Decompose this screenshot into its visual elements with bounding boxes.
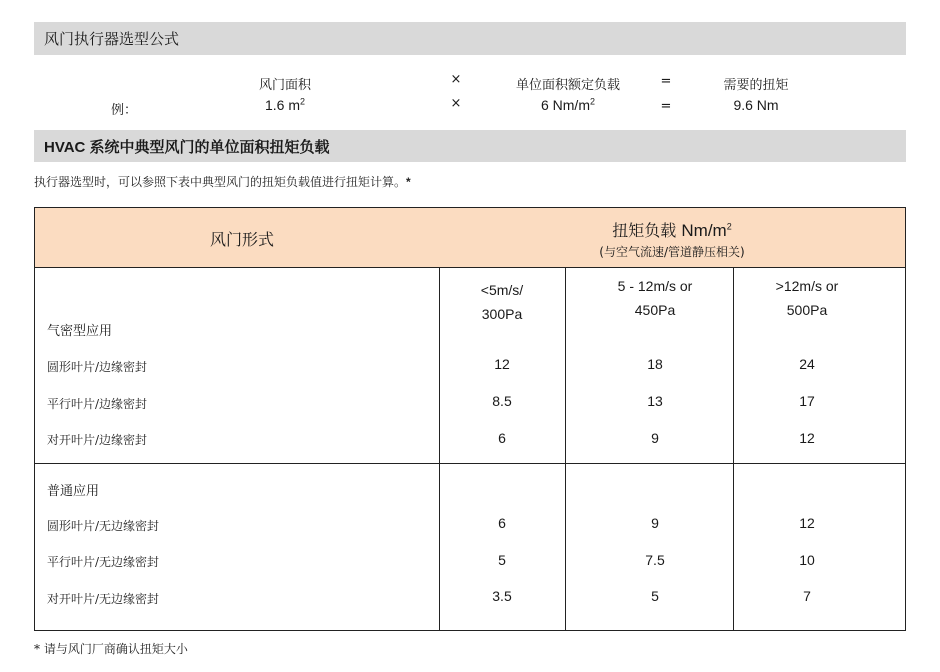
column-header-low (427, 278, 577, 326)
row-label: 圆形叶片/无边缘密封 (47, 519, 160, 533)
table-cell: 12 (799, 515, 815, 531)
example-label: 例： (110, 103, 137, 118)
group-divider (35, 463, 905, 464)
formula-label-result: 需要的扭矩 (723, 78, 789, 93)
example-load-sup: 2 (589, 96, 595, 107)
table-cell: 17 (799, 393, 815, 409)
table-cell: 9 (651, 515, 659, 531)
header-torque-load (439, 218, 905, 260)
example-area-value: 1.6 m (264, 97, 300, 113)
table-cell: 13 (647, 393, 663, 409)
header-damper-type: 风门形式 (209, 229, 274, 249)
table-cell: 5 (651, 588, 659, 604)
formula-multiply-sign: × (450, 72, 462, 87)
column-header-low-line2: 300Pa (481, 306, 523, 322)
header-unit-sup: 2 (726, 221, 732, 232)
example-load (498, 97, 638, 113)
table-cell: 3.5 (492, 588, 512, 604)
column-header-mid-line1: 5 - 12m/s or (617, 278, 693, 294)
header-torque-subtitle: (与空气流速/管道静压相关) (599, 245, 745, 259)
table-cell: 18 (647, 356, 663, 372)
formula-label-load: 单位面积额定负载 (515, 78, 620, 93)
table-cell: 6 (498, 430, 506, 446)
row-label: 平行叶片/无边缘密封 (47, 555, 160, 569)
example-load-value: 6 Nm/m (540, 97, 590, 113)
table-cell: 12 (799, 430, 815, 446)
formula-label-area: 风门面积 (258, 78, 311, 93)
column-header-high-line1: >12m/s or (775, 278, 839, 294)
group-title-airtight: 气密型应用 (47, 324, 113, 339)
formula-equals-sign: = (660, 74, 672, 89)
row-label: 对开叶片/边缘密封 (47, 433, 148, 447)
table-cell: 5 (498, 552, 506, 568)
section-title-formula: 风门执行器选型公式 (44, 31, 180, 48)
intro-asterisk: * (406, 175, 411, 189)
section-header-formula (34, 22, 906, 55)
table-cell: 10 (799, 552, 815, 568)
example-result: 9.6 Nm (733, 97, 779, 113)
header-torque-title (439, 218, 905, 241)
row-label: 平行叶片/边缘密封 (47, 397, 148, 411)
example-equals-sign: = (660, 99, 672, 114)
intro-text (34, 173, 411, 190)
example-area-sup: 2 (300, 96, 306, 107)
header-torque-label: 扭矩负载 (612, 221, 677, 240)
column-divider (733, 268, 734, 631)
table-cell: 7 (803, 588, 811, 604)
table-cell: 7.5 (645, 552, 665, 568)
torque-table (34, 207, 906, 631)
table-cell: 9 (651, 430, 659, 446)
table-cell: 8.5 (492, 393, 512, 409)
footnote: * 请与风门厂商确认扭矩大小 (34, 642, 188, 656)
column-header-high-line2: 500Pa (786, 302, 828, 318)
row-label: 对开叶片/无边缘密封 (47, 592, 160, 606)
header-unit-text: Nm/m (681, 221, 727, 240)
header-torque-unit (681, 221, 731, 240)
row-label: 圆形叶片/边缘密封 (47, 360, 148, 374)
intro-sentence: 执行器选型时，可以参照下表中典型风门的扭矩负载值进行扭矩计算。 (34, 175, 407, 189)
example-multiply-sign: × (450, 96, 462, 111)
section-title-table: HVAC 系统中典型风门的单位面积扭矩负载 (44, 138, 330, 156)
group-title-general: 普通应用 (47, 484, 100, 499)
table-cell: 12 (494, 356, 510, 372)
example-area (240, 97, 330, 113)
column-header-mid (580, 274, 730, 322)
column-header-high (732, 274, 882, 322)
column-header-low-line1: <5m/s/ (480, 282, 524, 298)
section-header-table (34, 130, 906, 162)
table-header (35, 208, 905, 268)
column-header-mid-line2: 450Pa (634, 302, 676, 318)
table-cell: 24 (799, 356, 815, 372)
table-cell: 6 (498, 515, 506, 531)
